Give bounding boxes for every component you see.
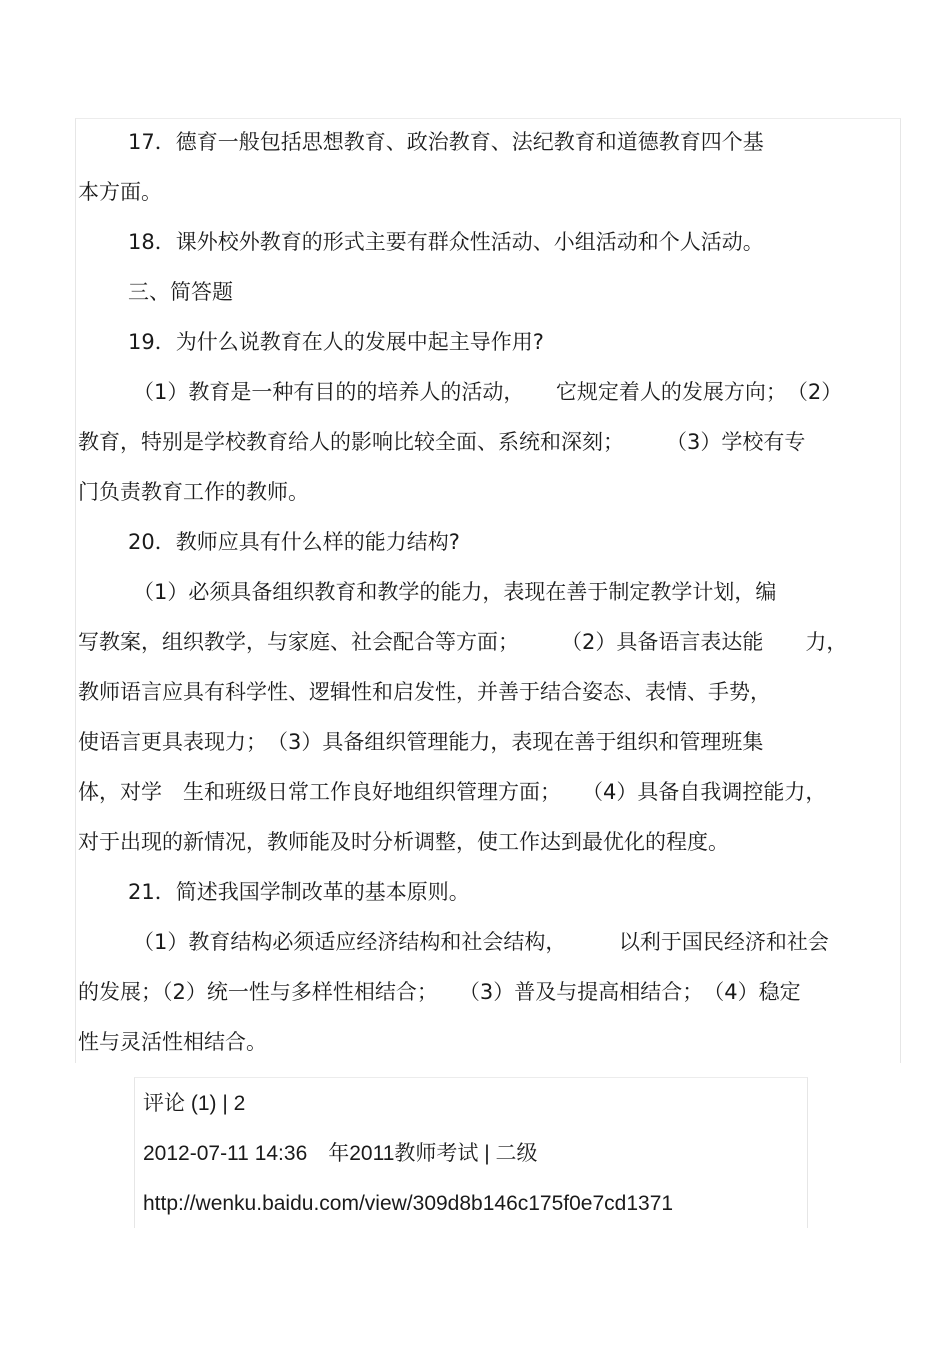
answer-20-line-1: （1）必须具备组织教育和教学的能力，表现在善于制定教学计划，编 (133, 580, 777, 604)
answer-19-line-3: 门负责教育工作的教师。 (78, 480, 309, 504)
answer-20-line-6: 对于出现的新情况，教师能及时分析调整，使工作达到最优化的程度。 (78, 830, 729, 854)
answer-21-line-1: （1）教育结构必须适应经济结构和社会结构， 以利于国民经济和社会 (133, 930, 829, 954)
answer-20-line-2: 写教案，组织教学，与家庭、社会配合等方面； （2）具备语言表达能 力， (78, 630, 848, 654)
source-url[interactable]: http://wenku.baidu.com/view/309d8b146c175f0e7cd1371 (143, 1192, 674, 1215)
paragraph-17-line-1: 17．德育一般包括思想教育、政治教育、法纪教育和道德教育四个基 (128, 130, 764, 154)
answer-20-line-4: 使语言更具表现力； （3）具备组织管理能力，表现在善于组织和管理班集 (78, 730, 764, 754)
question-19: 19．为什么说教育在人的发展中起主导作用? (128, 330, 544, 354)
answer-19-line-1: （1）教育是一种有目的的培养人的活动， 它规定着人的发展方向； （2） (133, 380, 843, 404)
question-21: 21．简述我国学制改革的基本原则。 (128, 880, 470, 904)
answer-21-line-3: 性与灵活性相结合。 (78, 1030, 267, 1054)
answer-21-line-2: 的发展；（2）统一性与多样性相结合； （3）普及与提高相结合； （4）稳定 (78, 980, 801, 1004)
post-meta: 2012-07-11 14:36 年2011教师考试 | 二级 (143, 1142, 538, 1165)
answer-20-line-5: 体，对学 生和班级日常工作良好地组织管理方面； （4）具备自我调控能力， (78, 780, 827, 804)
answer-19-line-2: 教育，特别是学校教育给人的影响比较全面、系统和深刻； （3）学校有专 (78, 430, 806, 454)
section-heading: 三、简答题 (128, 280, 233, 304)
comments-count[interactable]: 评论 (1) | 2 (143, 1092, 246, 1115)
answer-20-line-3: 教师语言应具有科学性、逻辑性和启发性，并善于结合姿态、表情、手势， (78, 680, 771, 704)
paragraph-17-line-2: 本方面。 (78, 180, 162, 204)
paragraph-18: 18．课外校外教育的形式主要有群众性活动、小组活动和个人活动。 (128, 230, 764, 254)
question-20: 20．教师应具有什么样的能力结构? (128, 530, 460, 554)
